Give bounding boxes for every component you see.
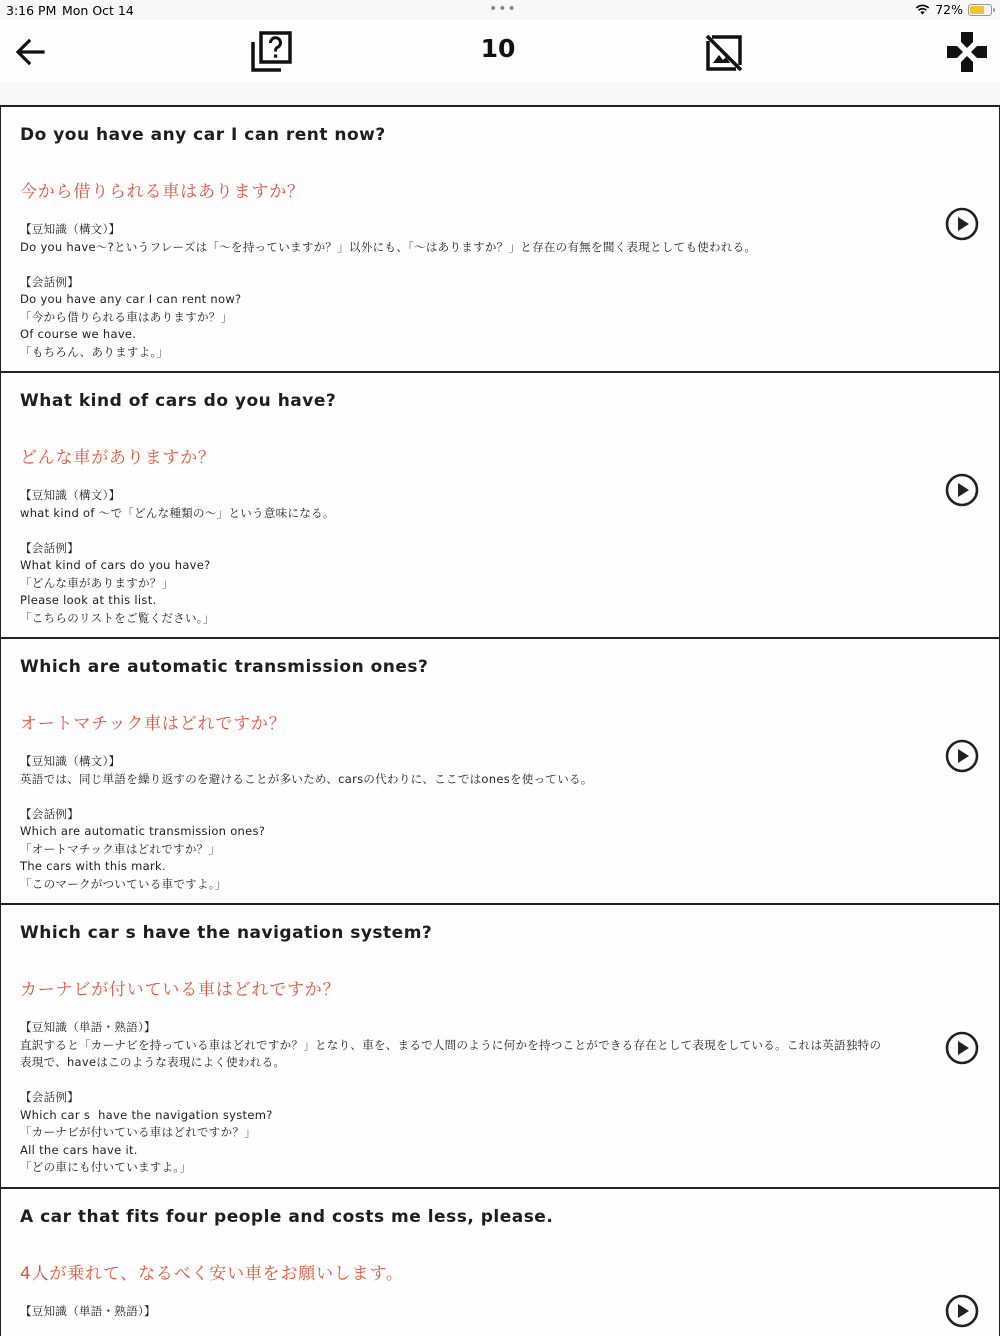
tip-line: 英語では、同じ単語を繰り返すのを避けることが多いため、carsの代わりに、ここではonesを使っている。 <box>20 771 593 786</box>
english-phrase: Which are automatic transmission ones? <box>20 657 429 677</box>
quiz-mode-button[interactable] <box>248 29 294 75</box>
play-audio-button[interactable] <box>945 1031 979 1065</box>
example-line: 「このマークがついている車ですよ。」 <box>20 876 227 891</box>
example-line: Do you have any car I can rent now? <box>20 292 242 306</box>
play-circle-icon <box>945 1294 979 1328</box>
example-line: 「こちらのリストをご覧ください。」 <box>20 610 215 625</box>
japanese-translation: 4人が乗れて、なるべく安い車をお願いします。 <box>20 1264 404 1284</box>
example-line: What kind of cars do you have? <box>20 558 211 572</box>
english-phrase: A car that fits four people and costs me less, please. <box>20 1207 554 1227</box>
phrase-card <box>0 107 1000 373</box>
status-time: 3:16 PM <box>6 3 57 18</box>
back-button[interactable] <box>10 33 50 71</box>
phrase-notes <box>20 1019 909 1177</box>
image-off-icon <box>704 33 744 73</box>
image-toggle-button[interactable] <box>702 32 746 74</box>
battery-icon <box>968 4 992 16</box>
tip-heading: 【豆知識（構文）】 <box>20 222 121 236</box>
play-circle-icon <box>945 207 979 241</box>
tip-heading: 【豆知識（構文）】 <box>20 488 121 502</box>
tip-heading: 【豆知識（単語・熟語）】 <box>20 1304 156 1318</box>
phrase-notes <box>20 221 909 361</box>
example-heading: 【会話例】 <box>20 540 79 555</box>
battery-fill <box>970 6 984 14</box>
english-phrase: What kind of cars do you have? <box>20 391 337 411</box>
example-line: Which are automatic transmission ones? <box>20 824 266 838</box>
japanese-translation: どんな車がありますか？ <box>20 448 216 468</box>
tip-line: 直訳すると「カーナビを持っている車はどれですか？」となり、車を、まるで人間のように何かを持つことができる存在として表現をしている。これは英語独特の <box>20 1037 882 1052</box>
example-line: Which car s have the navigation system? <box>20 1107 273 1122</box>
tip-line: what kind of 〜で「どんな種類の〜」という意味になる。 <box>20 505 335 520</box>
tip-heading: 【豆知識（構文）】 <box>20 754 121 768</box>
example-heading: 【会話例】 <box>20 274 79 289</box>
japanese-translation: カーナビが付いている車はどれですか？ <box>20 980 341 1000</box>
phrase-notes <box>20 753 909 893</box>
battery-percent: 72% <box>935 2 963 17</box>
example-line: 「もちろん、ありますよ。」 <box>20 344 169 359</box>
example-line: Please look at this list. <box>20 593 157 607</box>
phrase-card <box>0 373 1000 639</box>
example-heading: 【会話例】 <box>20 806 79 821</box>
phrase-card <box>0 905 1000 1189</box>
english-phrase: Which car s have the navigation system? <box>20 923 433 943</box>
gamepad-icon <box>946 31 988 73</box>
play-audio-button[interactable] <box>945 739 979 773</box>
game-button[interactable] <box>944 30 990 74</box>
phrase-list[interactable] <box>0 105 1000 1336</box>
tip-line: Do you have〜?というフレーズは「〜を持っていますか？」以外にも、「〜はありますか？」と存在の有無を聞く表現としても使われる。 <box>20 239 757 254</box>
play-audio-button[interactable] <box>945 473 979 507</box>
japanese-translation: オートマチック車はどれですか？ <box>20 714 287 734</box>
example-line: 「どの車にも付いていますよ。」 <box>20 1160 192 1174</box>
phrase-card <box>0 639 1000 905</box>
card-count: 10 <box>480 34 516 63</box>
tip-line: 表現で、haveはこのような表現によく使われる。 <box>20 1055 286 1069</box>
example-line: 「今から借りられる車はありますか？」 <box>20 309 233 324</box>
phrase-card <box>0 1189 1000 1336</box>
play-circle-icon <box>945 473 979 507</box>
example-line: All the cars have it. <box>20 1142 138 1157</box>
example-line: 「どんな車がありますか？」 <box>20 575 174 590</box>
japanese-translation: 今から借りられる車はありますか？ <box>20 182 305 202</box>
tip-heading: 【豆知識（単語・熟語）】 <box>20 1020 156 1034</box>
status-right <box>915 2 992 17</box>
flashcard-question-icon <box>249 30 293 74</box>
play-audio-button[interactable] <box>945 207 979 241</box>
phrase-notes <box>20 487 909 627</box>
english-phrase: Do you have any car I can rent now? <box>20 125 386 145</box>
phrase-notes <box>20 1303 909 1321</box>
example-line: 「カーナビが付いている車はどれですか？」 <box>20 1125 256 1139</box>
multitasking-dots[interactable]: ••• <box>489 1 517 17</box>
play-circle-icon <box>945 739 979 773</box>
nav-bar <box>0 20 1000 82</box>
status-date: Mon Oct 14 <box>62 3 134 18</box>
arrow-left-icon <box>14 37 46 67</box>
example-line: 「オートマチック車はどれですか？」 <box>20 841 221 856</box>
status-bar <box>0 0 1000 20</box>
example-line: Of course we have. <box>20 327 137 341</box>
example-heading: 【会話例】 <box>20 1090 79 1104</box>
example-line: The cars with this mark. <box>20 859 166 873</box>
wifi-icon <box>915 4 930 15</box>
play-circle-icon <box>945 1031 979 1065</box>
play-audio-button[interactable] <box>945 1294 979 1328</box>
